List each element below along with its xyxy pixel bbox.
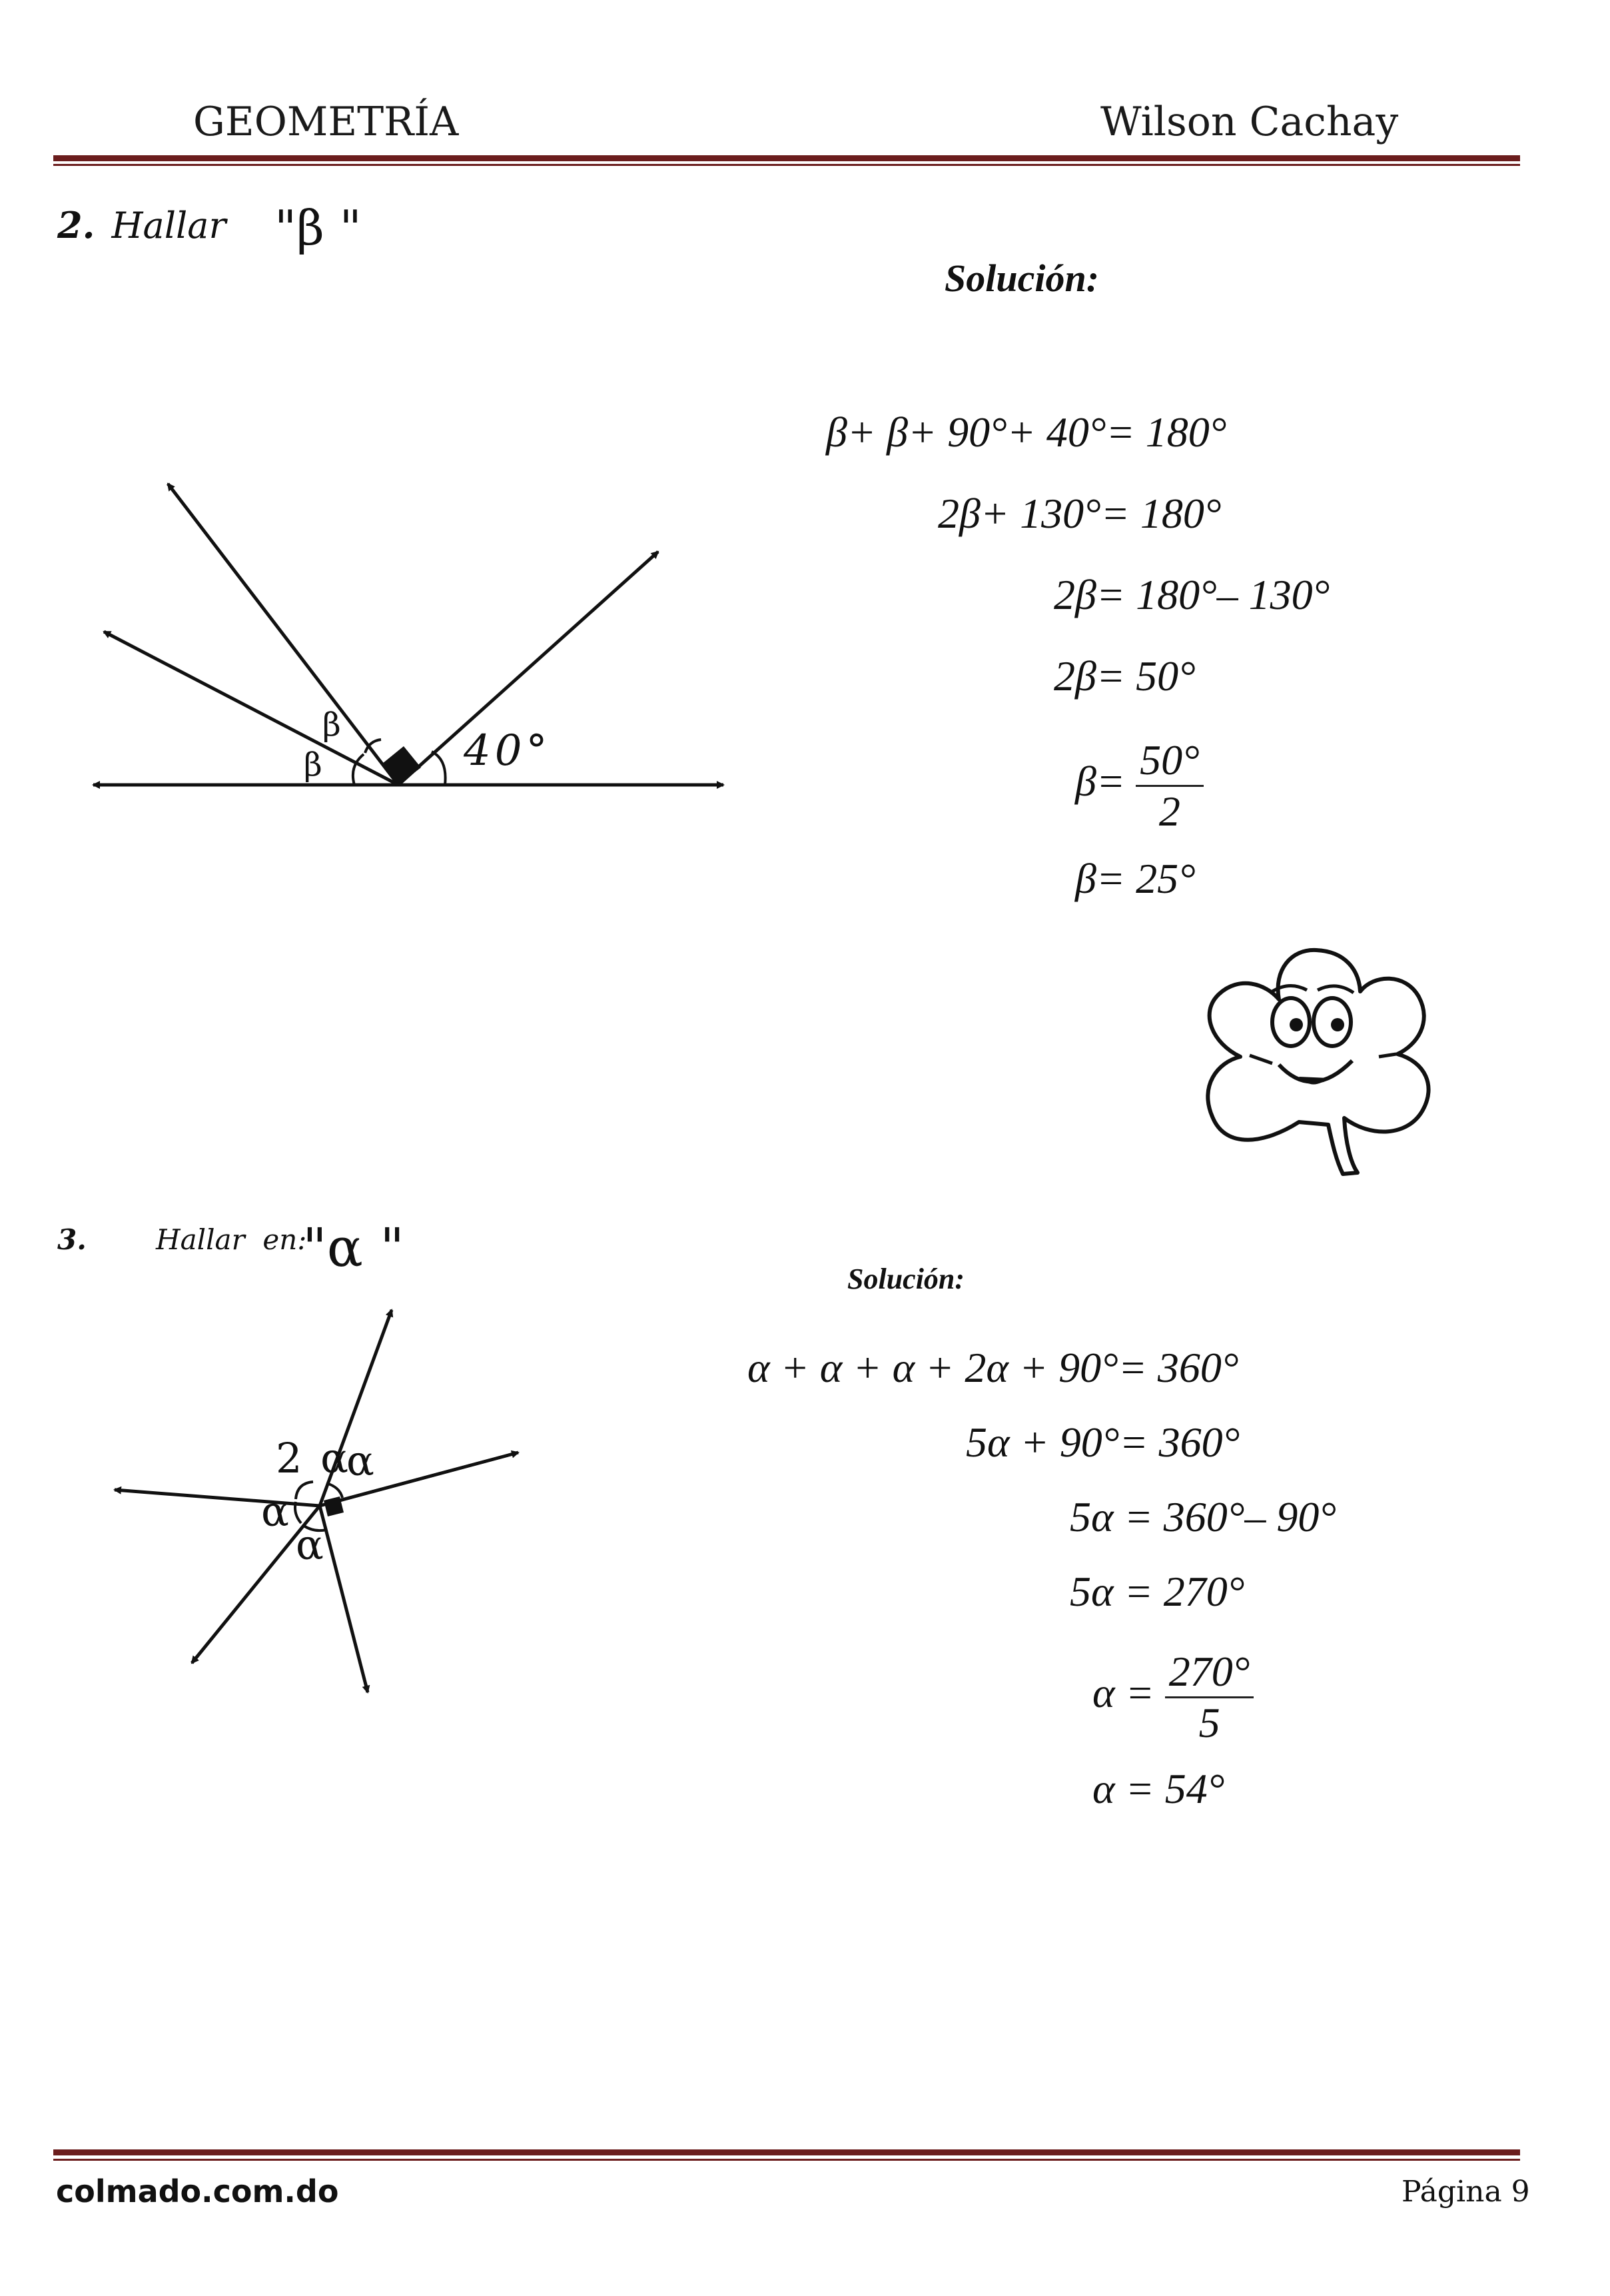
problem-3-solution-label: Solución: [847, 1263, 965, 1295]
p3-fraction-lhs: α = [1092, 1669, 1154, 1717]
label-40: 40° [464, 726, 552, 776]
header-author: Wilson Cachay [1100, 99, 1399, 145]
footer-site: colmado.com.do [56, 2173, 339, 2209]
p2-equation-4: 2β= 50° [1054, 652, 1196, 700]
header-title: GEOMETRÍA [193, 99, 459, 145]
footer-rule-thin [53, 2159, 1520, 2161]
problem-2-number: 2. [57, 204, 95, 247]
problem-2-solution-label: Solución: [945, 257, 1100, 300]
p3-equation-4: 5α = 270° [1070, 1568, 1245, 1615]
arc-two-alpha [296, 1482, 313, 1499]
label-alpha-bottom: α [296, 1520, 324, 1569]
problem-3-prompt: Hallar en: [156, 1223, 307, 1256]
label-two-alpha: 2 α [276, 1434, 352, 1482]
label-alpha-left: α [261, 1487, 289, 1536]
problem-2-variable: "β " [274, 200, 362, 256]
p3-equation-3: 5α = 360°– 90° [1070, 1493, 1336, 1540]
label-alpha-right: α [346, 1436, 374, 1485]
footer-page-number: Página 9 [1402, 2175, 1530, 2209]
p3-fraction-num: 270° [1165, 1647, 1254, 1698]
p2-fraction-lhs: β= [1075, 758, 1126, 806]
problem-2-prompt: Hallar [111, 205, 226, 247]
arc-alpha-right [326, 1483, 342, 1498]
label-beta-upper: β [322, 706, 341, 744]
ray-down [320, 1506, 368, 1692]
p2-fraction-num: 50° [1136, 736, 1204, 787]
p3-equation-1: α + α + α + 2α + 90°= 360° [747, 1344, 1239, 1391]
p3-fraction-line [1092, 1647, 1254, 1748]
footer-rule [53, 2149, 1520, 2155]
problem-3-variable: "α " [302, 1217, 405, 1279]
problem-3-number: 3. [57, 1223, 87, 1256]
p3-result: α = 54° [1092, 1765, 1225, 1812]
p3-fraction-den: 5 [1198, 1699, 1220, 1746]
p2-equation-3: 2β= 180°– 130° [1054, 571, 1330, 618]
p2-equation-1: β+ β+ 90°+ 40°= 180° [826, 408, 1227, 456]
p3-equation-2: 5α + 90°= 360° [966, 1419, 1240, 1466]
label-beta-lower: β [304, 746, 322, 784]
p2-fraction-den: 2 [1158, 788, 1180, 835]
p2-result: β= 25° [1075, 855, 1196, 902]
p3-fraction [1165, 1647, 1254, 1748]
p2-equation-2: 2β+ 130°= 180° [938, 490, 1222, 537]
